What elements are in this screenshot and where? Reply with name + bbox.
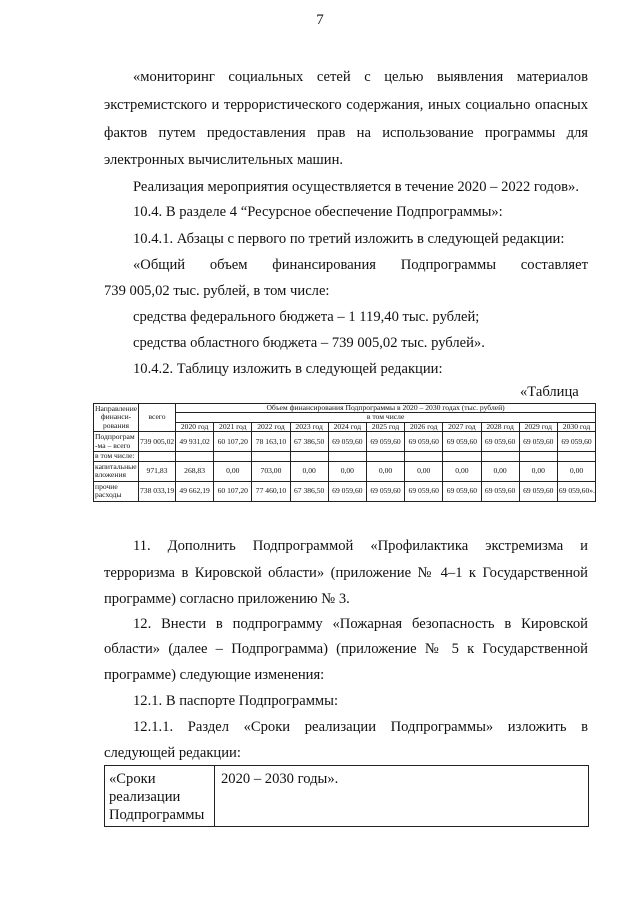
paragraph-line: 10.4.1. Абзацы с первого по третий изложить в следующей редакции: [133, 231, 565, 247]
paragraph-line: следующей редакции: [104, 745, 241, 761]
header-total: всего [139, 404, 176, 432]
paragraph-line: «Общий объем финансирования Подпрограммы составляет [133, 257, 588, 273]
table-cell: 69 059,60 [405, 432, 443, 452]
table-cell [328, 452, 366, 461]
terms-label-line: «Сроки [109, 771, 156, 787]
paragraph-line: программе) следующие изменения: [104, 667, 325, 683]
table-cell: 69 059,60 [443, 432, 481, 452]
row-label: Подпрограм-ма – всего [94, 432, 139, 452]
row-label: в том числе: [94, 452, 139, 461]
header-volume: Объем финансирования Подпрограммы в 2020 – 2030 годах (тыс. рублей) [176, 404, 596, 413]
year-header: 2024 год [328, 422, 366, 431]
paragraph-line: фактов путем предоставления прав на использование программы для [104, 125, 588, 141]
paragraph-line: 12.1.1. Раздел «Сроки реализации Подпрограммы» изложить в [133, 719, 588, 735]
table-cell [176, 452, 214, 461]
paragraph-line: 12.1. В паспорте Подпрограммы: [133, 693, 339, 709]
table-cell: 0,00 [481, 461, 519, 481]
paragraph-line: 739 005,02 тыс. рублей, в том числе: [104, 283, 330, 299]
table-cell [290, 452, 328, 461]
table-cell: 0,00 [328, 461, 366, 481]
table-cell: 69 059,60 [481, 432, 519, 452]
terms-label-line: реализации [109, 789, 181, 805]
paragraph-line: терроризма в Кировской области» (приложение № 4–1 к Государственной [104, 565, 588, 581]
paragraph-line: 10.4.2. Таблицу изложить в следующей редакции: [133, 361, 443, 377]
paragraph-line: электронных вычислительных машин. [104, 152, 344, 168]
table-cell [405, 452, 443, 461]
year-header: 2028 год [481, 422, 519, 431]
row-total: 739 005,02 [139, 432, 176, 452]
paragraph-line: 10.4. В разделе 4 “Ресурсное обеспечение Подпрограммы»: [133, 204, 503, 220]
table-cell: 69 059,60». [557, 481, 595, 501]
page-number: 7 [316, 12, 324, 28]
year-header: 2021 год [214, 422, 252, 431]
table-caption: «Таблица [520, 384, 579, 400]
table-cell: 703,00 [252, 461, 290, 481]
table-cell: 67 386,50 [290, 432, 328, 452]
row-total: 738 033,19 [139, 481, 176, 501]
table-cell: 69 059,60 [328, 432, 366, 452]
table-cell: 60 107,20 [214, 481, 252, 501]
table-cell: 69 059,60 [519, 481, 557, 501]
table-cell [443, 452, 481, 461]
paragraph-line: области» (далее – Подпрограмма) (приложение № 5 к Государственной [104, 641, 588, 657]
year-header: 2026 год [405, 422, 443, 431]
paragraph-line: экстремистского и террористического содержания, иных социально опасных [104, 97, 588, 113]
table-cell: 268,83 [176, 461, 214, 481]
table-cell: 0,00 [443, 461, 481, 481]
table-cell: 49 662,19 [176, 481, 214, 501]
table-cell [519, 452, 557, 461]
table-cell [366, 452, 404, 461]
paragraph-line: «мониторинг социальных сетей с целью выявления материалов [133, 69, 588, 85]
row-total: 971,83 [139, 461, 176, 481]
paragraph-line: средства областного бюджета – 739 005,02 тыс. рублей». [133, 335, 485, 351]
terms-value-cell: 2020 – 2030 годы». [221, 771, 339, 787]
table-cell [214, 452, 252, 461]
table-cell: 0,00 [405, 461, 443, 481]
row-label: прочие расходы [94, 481, 139, 501]
table-cell: 0,00 [214, 461, 252, 481]
table-cell: 69 059,60 [366, 481, 404, 501]
year-header: 2022 год [252, 422, 290, 431]
year-header: 2020 год [176, 422, 214, 431]
table-cell: 69 059,60 [405, 481, 443, 501]
terms-label-cell [105, 766, 215, 826]
table-cell: 69 059,60 [328, 481, 366, 501]
terms-label-line: Подпрограммы [109, 807, 205, 823]
implementation-terms-table [104, 765, 589, 827]
paragraph-line: программе) согласно приложению № 3. [104, 591, 350, 607]
table-cell: 49 931,02 [176, 432, 214, 452]
paragraph-line: средства федерального бюджета – 1 119,40 тыс. рублей; [133, 309, 480, 325]
table-cell: 69 059,60 [481, 481, 519, 501]
table-cell: 60 107,20 [214, 432, 252, 452]
table-cell: 69 059,60 [366, 432, 404, 452]
header-including: в том числе [176, 413, 596, 422]
table-cell [557, 452, 595, 461]
table-cell: 0,00 [519, 461, 557, 481]
header-direction: Направление финанси-рования [95, 404, 138, 430]
paragraph-line: 12. Внести в подпрограмму «Пожарная безопасность в Кировской [133, 616, 588, 632]
table-cell [252, 452, 290, 461]
table-cell: 69 059,60 [443, 481, 481, 501]
table-cell: 78 163,10 [252, 432, 290, 452]
year-header: 2023 год [290, 422, 328, 431]
paragraph-line: 11. Дополнить Подпрограммой «Профилактика экстремизма и [133, 538, 588, 554]
row-total [139, 452, 176, 461]
year-header: 2027 год [443, 422, 481, 431]
table-cell [481, 452, 519, 461]
year-header: 2025 год [366, 422, 404, 431]
year-header: 2029 год [519, 422, 557, 431]
paragraph-line: Реализация мероприятия осуществляется в течение 2020 – 2022 годов». [133, 179, 579, 195]
table-cell: 67 386,50 [290, 481, 328, 501]
table-cell: 0,00 [557, 461, 595, 481]
table-cell: 0,00 [290, 461, 328, 481]
year-header: 2030 год [557, 422, 595, 431]
row-label: капитальные вложения [95, 461, 137, 480]
table-cell: 69 059,60 [519, 432, 557, 452]
financing-table [93, 403, 596, 502]
table-cell: 77 460,10 [252, 481, 290, 501]
table-cell: 69 059,60 [557, 432, 595, 452]
table-cell: 0,00 [366, 461, 404, 481]
